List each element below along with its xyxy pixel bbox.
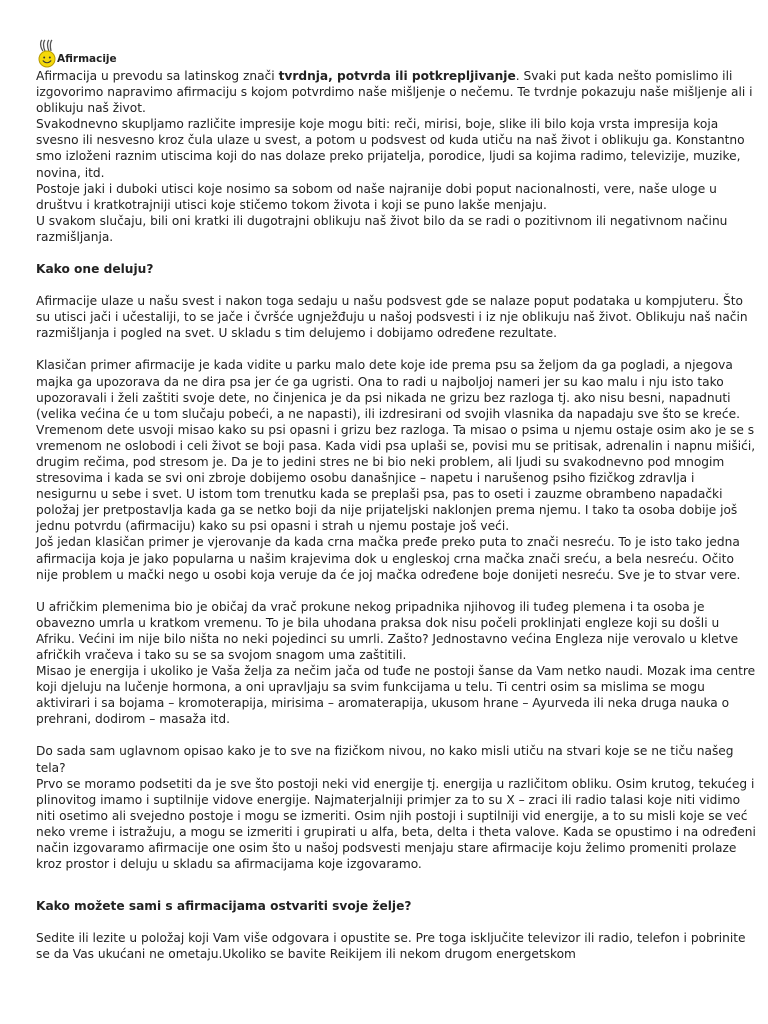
document-page bbox=[36, 34, 758, 963]
section-1-paragraph-7: Prvo se moramo podsetiti da je sve što postoji neki vid energije tj. energija u različitom obliku. Osim krutog, tekućeg i plinovitog imamo i suptilnije vidove energije. Najmaterjalniji primjer za to su X – zraci ili radio talasi koje niti vidimo niti osetimo ali svejedno postoje i mogu se izmeriti. Osim njih postoji i suptilniji vid energije, a to su misli koje se već neko vreme i istražuju, a mogu se izmeriti i grupirati u alfa, beta, delta i theta valove. Kada se opustimo i na određeni način izgovaramo afirmacije one osim što u našoj podsvesti menjaju stare afirmacije koju želimo promeniti prolaze kroz prostor i deluju u skladu sa afirmacijama koje izgovaramo. bbox=[36, 776, 756, 872]
intro-paragraph-3: Postoje jaki i duboki utisci koje nosimo sa sobom od naše najranije dobi poput nacionalnosti, vere, naše uloge u društvu i kratkotrajniji utisci koje stičemo tokom života i koji se puno lakše menjaju. bbox=[36, 181, 717, 212]
section-1-paragraph-1: Afirmacije ulaze u našu svest i nakon toga sedaju u našu podsvest gde se nalaze poput podataka u kompjuteru. Što su utisci jači i učestaliji, to se jače i čvršće ugnježđuju u našoj podsvesti i iz nje oblikuju naš život. Oblikuju naš način razmišljanja i pogled na svet. U skladu s tim delujemo i dobijamo određene rezultate. bbox=[36, 294, 748, 341]
section-1-paragraph-5: Misao je energija i ukoliko je Vaša želja za nečim jača od tuđe ne postoji šanse da Vam netko naudi. Mozak ima centre koji djeluju na lučenje hormona, a oni upravljaju sa svim funkcijama u telu. Ti centri osim sa mislima se mogu aktivirari i sa bojama – kromoterapija, mirisima – aromaterapija, ukusom hrane – Ayurveda ili neka druga nauka o prehrani, dodirom – masaža itd. bbox=[36, 664, 756, 727]
title-row bbox=[36, 34, 758, 68]
section-1-paragraph-3: Još jedan klasičan primer je vjerovanje da kada crna mačka pređe preko puta to znači nesreću. To je isto tako jedna afirmacija koja je jako popularna u našim krajevima dok u engleskoj crna mačka znači sreću, a bela nesreću. Očito nije problem u mački nego u osobi koja veruje da će joj mačka određene boje donijeti nesreću. Sve je to stvar vere. bbox=[36, 535, 741, 582]
smiley-icon bbox=[36, 38, 58, 68]
section-1-paragraph-4: U afričkim plemenima bio je običaj da vrač prokune nekog pripadnika njihovog ili tuđeg plemena i ta osoba je obavezno umrla u kratkom vremenu. To je bila uhodana praksa dok nisu počeli proklinjati engleze koji su došli u Afriku. Većini im nije bilo ništa no neki pojedinci su umrli. Zašto? Jednostavno većina Engleza nije verovalo u kletve afričkih vračeva i tako su se sa svojom snagom uma zaštitili. bbox=[36, 599, 739, 662]
intro-paragraph: Afirmacija u prevodu sa latinskog znači tvrdnja, potvrda ili potkrepljivanje. Svaki put kada nešto pomislimo ili izgovorimo napravimo afirmaciju s kojom potvrdimo naše mišljenje o nečemu. Te tvrdnje pokazuju naše mišljenje ali i oblikuju naš život. bbox=[36, 69, 753, 116]
intro-paragraph-4: U svakom slučaju, bili oni kratki ili dugotrajni oblikuju naš život bilo da se radi o pozitivnom ili negativnom načinu razmišljanja. bbox=[36, 213, 728, 244]
section-heading-1: Kako one deluju? bbox=[36, 262, 154, 277]
section-heading-2: Kako možete sami s afirmacijama ostvariti svoje želje? bbox=[36, 899, 412, 914]
section-2-paragraph-1: Sedite ili lezite u položaj koji Vam više odgovara i opustite se. Pre toga isključite televizor ili radio, telefon i pobrinite se da Vas ukućani ne ometaju.Ukoliko se bavite Reikijem ili nekom drugom energetskom bbox=[36, 931, 746, 962]
section-1-paragraph-2: Klasičan primer afirmacije je kada vidite u parku malo dete koje ide prema psu sa željom da ga pogladi, a njegova majka ga upozorava da ne dira psa jer će ga ugristi. Ona to radi u najboljoj nameri jer su kao malu i nju isto tako upozoravali i želi zaštiti svoje dete, no činjenica je da psi nikada ne grizu bez razloga tj. ako nisu besni, napadnuti (velika većina će u tom slučaju pobeći, a ne napasti), ili izdresirani od svojih vlasnika da napadaju sve što se kreće. Vremenom dete usvoji misao kako su psi opasni i grizu bez razloga. Ta misao o psima u njemu ostaje osim ako je se s vremenom ne oslobodi i celi život se boji pasa. Kada vidi psa uplaši se, povisi mu se pritisak, adrenalin i napnu mišići, drugim rečima, pod stresom je. Da je to jedini stres ne bi bio neki problem, ali ljudi su svakodnevno pod mnogim stresovima i kada se svi oni zbroje dobijemo osobu današnjice – napetu i narušenog psiho fizičkog zdravlja i nesigurnu u sebe i svet. U istom tom trenutku kada se preplaši psa, pas to oseti i zauzme obrambeno napadački položaj jer pretpostavlja kada ga se netko boji da nije prijateljski naklonjen prema njemu. I tako ta osoba dobije još jednu potvrdu (afirmaciju) kako su psi opasni i strah u njemu postaje još veći. bbox=[36, 358, 756, 534]
section-1-paragraph-6: Do sada sam uglavnom opisao kako je to sve na fizičkom nivou, no kako misli utiču na stvari koje se ne tiču našeg tela? bbox=[36, 744, 734, 775]
document-title: Afirmacije bbox=[57, 53, 117, 65]
intro-bold-phrase: tvrdnja, potvrda ili potkrepljivanje bbox=[278, 69, 516, 83]
intro-paragraph-2: Svakodnevno skupljamo različite impresije koje mogu biti: reči, mirisi, boje, slike ili bilo koja vrsta impresija koja svesno ili nesvesno kroz čula ulaze u svest, a potom u podsvest od kuda utiču na naš život i oblikuju ga. Konstantno smo izloženi raznim utiscima koji do nas dolaze preko prijatelja, porodice, ljudi sa kojima radimo, televizije, muzike, novina, itd. bbox=[36, 117, 745, 180]
